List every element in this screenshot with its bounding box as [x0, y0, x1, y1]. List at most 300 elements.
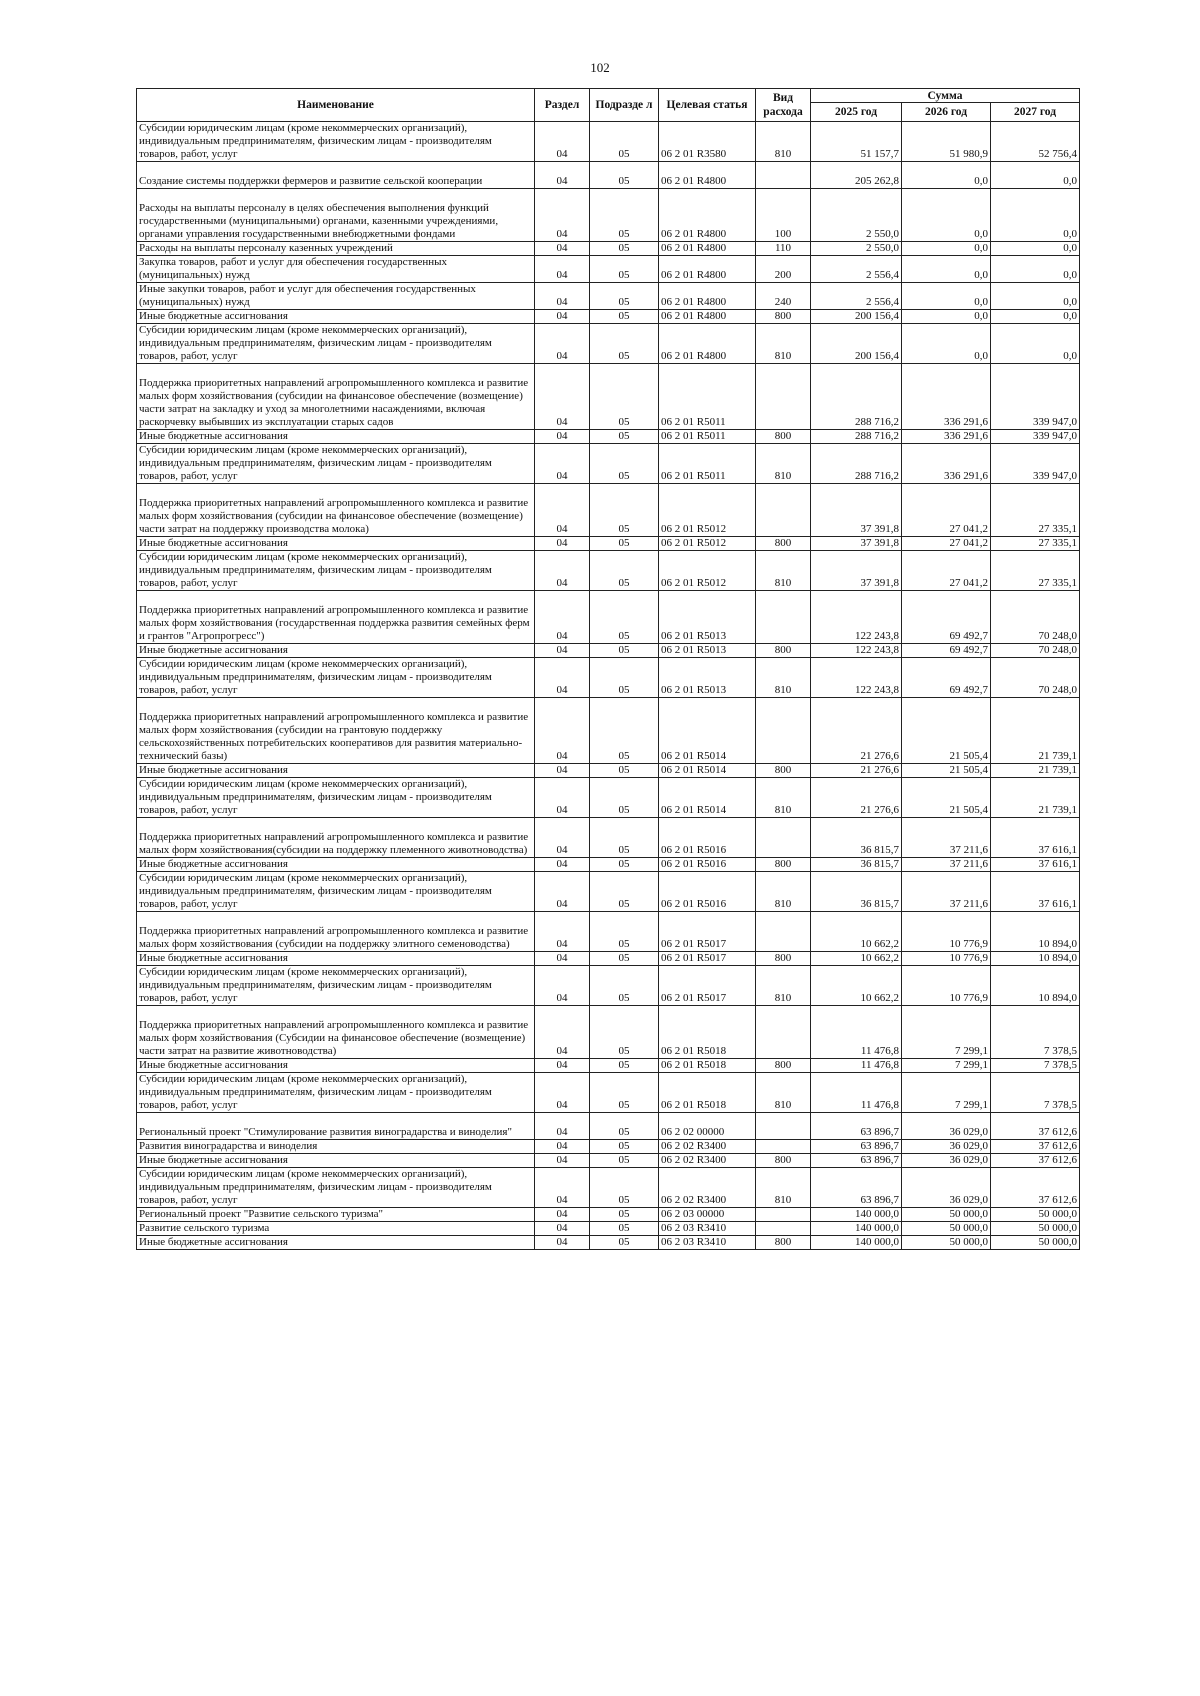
row-razdel-cell: 04 [535, 256, 590, 283]
row-target-article-cell: 06 2 02 R3400 [659, 1154, 756, 1168]
row-sum-2027-cell: 52 756,4 [991, 122, 1080, 162]
header-year-2027: 2027 год [991, 103, 1080, 122]
row-sum-2027-cell: 37 612,6 [991, 1140, 1080, 1154]
row-podrazdel-cell: 05 [590, 283, 659, 310]
row-target-article-cell: 06 2 02 R3400 [659, 1168, 756, 1208]
row-razdel-cell: 04 [535, 283, 590, 310]
row-sum-2026-cell: 0,0 [902, 283, 991, 310]
row-sum-2026-cell: 0,0 [902, 310, 991, 324]
row-target-article-cell: 06 2 01 R5018 [659, 1006, 756, 1059]
row-sum-2026-cell: 50 000,0 [902, 1208, 991, 1222]
row-sum-2026-cell: 10 776,9 [902, 952, 991, 966]
row-name-cell: Субсидии юридическим лицам (кроме некоммерческих организаций), индивидуальным предпринимателям, физическим лицам - производителям товаров, работ, услуг [137, 551, 535, 591]
row-sum-2026-cell: 7 299,1 [902, 1073, 991, 1113]
row-name-cell: Поддержка приоритетных направлений агропромышленного комплекса и развитие малых форм хозяйствования (субсидии на грантовую поддержку сельскохозяйственных потребительских кооперативов для развития материально-технический базы) [137, 698, 535, 764]
row-sum-2026-cell: 10 776,9 [902, 912, 991, 952]
row-expense-type-cell: 810 [756, 1073, 811, 1113]
row-expense-type-cell: 200 [756, 256, 811, 283]
row-razdel-cell: 04 [535, 644, 590, 658]
row-podrazdel-cell: 05 [590, 1006, 659, 1059]
row-name-cell: Поддержка приоритетных направлений агропромышленного комплекса и развитие малых форм хозяйствования (субсидии на финансовое обеспечение (возмещение) части затрат на поддержку производства молока) [137, 484, 535, 537]
row-sum-2027-cell: 339 947,0 [991, 364, 1080, 430]
row-target-article-cell: 06 2 01 R4800 [659, 310, 756, 324]
row-podrazdel-cell: 05 [590, 162, 659, 189]
row-expense-type-cell: 810 [756, 658, 811, 698]
table-row [137, 1222, 1080, 1236]
row-expense-type-cell: 800 [756, 1154, 811, 1168]
row-podrazdel-cell: 05 [590, 966, 659, 1006]
row-razdel-cell: 04 [535, 1168, 590, 1208]
table-row [137, 324, 1080, 364]
row-sum-2026-cell: 37 211,6 [902, 858, 991, 872]
row-sum-2026-cell: 69 492,7 [902, 658, 991, 698]
row-razdel-cell: 04 [535, 912, 590, 952]
row-sum-2026-cell: 21 505,4 [902, 764, 991, 778]
row-sum-2025-cell: 63 896,7 [811, 1113, 902, 1140]
header-year-2026: 2026 год [902, 103, 991, 122]
row-name-cell: Расходы на выплаты персоналу в целях обеспечения выполнения функций государственными (муниципальными) органами, казенными учреждениями, органами управления государственными внебюджетными фондами [137, 189, 535, 242]
row-sum-2026-cell: 50 000,0 [902, 1222, 991, 1236]
row-name-cell: Закупка товаров, работ и услуг для обеспечения государственных (муниципальных) нужд [137, 256, 535, 283]
table-row [137, 966, 1080, 1006]
row-sum-2025-cell: 288 716,2 [811, 444, 902, 484]
row-razdel-cell: 04 [535, 778, 590, 818]
row-razdel-cell: 04 [535, 537, 590, 551]
row-expense-type-cell [756, 1140, 811, 1154]
row-sum-2026-cell: 336 291,6 [902, 444, 991, 484]
row-sum-2025-cell: 2 556,4 [811, 256, 902, 283]
row-name-cell: Иные закупки товаров, работ и услуг для обеспечения государственных (муниципальных) нужд [137, 283, 535, 310]
row-name-cell: Иные бюджетные ассигнования [137, 430, 535, 444]
row-razdel-cell: 04 [535, 242, 590, 256]
table-row [137, 256, 1080, 283]
row-podrazdel-cell: 05 [590, 912, 659, 952]
row-sum-2026-cell: 36 029,0 [902, 1140, 991, 1154]
row-podrazdel-cell: 05 [590, 484, 659, 537]
row-razdel-cell: 04 [535, 818, 590, 858]
row-expense-type-cell: 800 [756, 764, 811, 778]
row-target-article-cell: 06 2 01 R4800 [659, 242, 756, 256]
row-expense-type-cell: 810 [756, 324, 811, 364]
row-podrazdel-cell: 05 [590, 1154, 659, 1168]
row-name-cell: Субсидии юридическим лицам (кроме некоммерческих организаций), индивидуальным предпринимателям, физическим лицам - производителям товаров, работ, услуг [137, 658, 535, 698]
row-sum-2027-cell: 50 000,0 [991, 1236, 1080, 1250]
row-name-cell: Субсидии юридическим лицам (кроме некоммерческих организаций), индивидуальным предпринимателям, физическим лицам - производителям товаров, работ, услуг [137, 872, 535, 912]
row-expense-type-cell: 810 [756, 778, 811, 818]
row-podrazdel-cell: 05 [590, 430, 659, 444]
table-row [137, 551, 1080, 591]
row-sum-2025-cell: 10 662,2 [811, 966, 902, 1006]
table-row [137, 242, 1080, 256]
row-razdel-cell: 04 [535, 591, 590, 644]
row-podrazdel-cell: 05 [590, 764, 659, 778]
row-sum-2026-cell: 37 211,6 [902, 872, 991, 912]
row-name-cell: Поддержка приоритетных направлений агропромышленного комплекса и развитие малых форм хозяйствования (государственная поддержка развития семейных ферм и грантов "Агропрогресс") [137, 591, 535, 644]
row-sum-2025-cell: 140 000,0 [811, 1236, 902, 1250]
row-target-article-cell: 06 2 01 R5016 [659, 818, 756, 858]
table-row [137, 122, 1080, 162]
row-sum-2026-cell: 36 029,0 [902, 1168, 991, 1208]
row-expense-type-cell: 810 [756, 551, 811, 591]
row-target-article-cell: 06 2 02 R3400 [659, 1140, 756, 1154]
table-row [137, 818, 1080, 858]
row-name-cell: Субсидии юридическим лицам (кроме некоммерческих организаций), индивидуальным предпринимателям, физическим лицам - производителям товаров, работ, услуг [137, 1073, 535, 1113]
row-name-cell: Поддержка приоритетных направлений агропромышленного комплекса и развитие малых форм хозяйствования (субсидии на финансовое обеспечение (возмещение) части затрат на закладку и уход за многолетними насаждениями, включая раскорчевку выбывших из эксплуатации старых садов [137, 364, 535, 430]
row-expense-type-cell: 810 [756, 444, 811, 484]
header-year-2025: 2025 год [811, 103, 902, 122]
row-razdel-cell: 04 [535, 310, 590, 324]
header-podrazdel: Подразде л [590, 89, 659, 122]
row-podrazdel-cell: 05 [590, 1140, 659, 1154]
row-razdel-cell: 04 [535, 698, 590, 764]
row-sum-2027-cell: 21 739,1 [991, 698, 1080, 764]
row-sum-2025-cell: 10 662,2 [811, 952, 902, 966]
row-sum-2027-cell: 70 248,0 [991, 591, 1080, 644]
row-podrazdel-cell: 05 [590, 256, 659, 283]
row-target-article-cell: 06 2 01 R5016 [659, 872, 756, 912]
table-row [137, 764, 1080, 778]
row-podrazdel-cell: 05 [590, 778, 659, 818]
row-target-article-cell: 06 2 01 R4800 [659, 189, 756, 242]
row-sum-2025-cell: 2 556,4 [811, 283, 902, 310]
row-sum-2027-cell: 37 616,1 [991, 818, 1080, 858]
row-razdel-cell: 04 [535, 1208, 590, 1222]
row-sum-2027-cell: 7 378,5 [991, 1073, 1080, 1113]
row-razdel-cell: 04 [535, 1222, 590, 1236]
table-row [137, 1073, 1080, 1113]
row-name-cell: Субсидии юридическим лицам (кроме некоммерческих организаций), индивидуальным предпринимателям, физическим лицам - производителям товаров, работ, услуг [137, 324, 535, 364]
row-expense-type-cell [756, 1208, 811, 1222]
row-sum-2026-cell: 0,0 [902, 242, 991, 256]
row-target-article-cell: 06 2 01 R5014 [659, 698, 756, 764]
row-sum-2026-cell: 51 980,9 [902, 122, 991, 162]
row-sum-2025-cell: 36 815,7 [811, 858, 902, 872]
row-podrazdel-cell: 05 [590, 591, 659, 644]
row-name-cell: Субсидии юридическим лицам (кроме некоммерческих организаций), индивидуальным предпринимателям, физическим лицам - производителям товаров, работ, услуг [137, 444, 535, 484]
row-target-article-cell: 06 2 01 R5014 [659, 778, 756, 818]
row-target-article-cell: 06 2 01 R5017 [659, 912, 756, 952]
row-razdel-cell: 04 [535, 872, 590, 912]
table-row [137, 1154, 1080, 1168]
row-razdel-cell: 04 [535, 122, 590, 162]
row-razdel-cell: 04 [535, 1113, 590, 1140]
table-row [137, 872, 1080, 912]
row-razdel-cell: 04 [535, 324, 590, 364]
row-target-article-cell: 06 2 01 R5011 [659, 444, 756, 484]
row-sum-2025-cell: 288 716,2 [811, 430, 902, 444]
row-name-cell: Иные бюджетные ассигнования [137, 537, 535, 551]
row-sum-2027-cell: 10 894,0 [991, 952, 1080, 966]
row-podrazdel-cell: 05 [590, 310, 659, 324]
row-sum-2026-cell: 37 211,6 [902, 818, 991, 858]
row-target-article-cell: 06 2 03 00000 [659, 1208, 756, 1222]
row-sum-2026-cell: 27 041,2 [902, 551, 991, 591]
row-name-cell: Иные бюджетные ассигнования [137, 310, 535, 324]
row-sum-2027-cell: 0,0 [991, 242, 1080, 256]
row-name-cell: Иные бюджетные ассигнования [137, 858, 535, 872]
row-sum-2026-cell: 0,0 [902, 324, 991, 364]
row-sum-2026-cell: 21 505,4 [902, 778, 991, 818]
table-row [137, 1113, 1080, 1140]
row-sum-2026-cell: 0,0 [902, 256, 991, 283]
header-name: Наименование [137, 89, 535, 122]
row-name-cell: Поддержка приоритетных направлений агропромышленного комплекса и развитие малых форм хозяйствования (субсидии на поддержку элитного семеноводства) [137, 912, 535, 952]
table-row [137, 952, 1080, 966]
row-expense-type-cell: 810 [756, 1168, 811, 1208]
row-sum-2027-cell: 50 000,0 [991, 1222, 1080, 1236]
row-podrazdel-cell: 05 [590, 698, 659, 764]
table-row [137, 1006, 1080, 1059]
row-sum-2025-cell: 200 156,4 [811, 310, 902, 324]
table-row [137, 484, 1080, 537]
row-name-cell: Расходы на выплаты персоналу казенных учреждений [137, 242, 535, 256]
header-row-1 [137, 89, 1080, 103]
row-razdel-cell: 04 [535, 658, 590, 698]
table-row [137, 364, 1080, 430]
row-expense-type-cell: 240 [756, 283, 811, 310]
row-target-article-cell: 06 2 01 R5011 [659, 430, 756, 444]
table-row [137, 644, 1080, 658]
row-name-cell: Поддержка приоритетных направлений агропромышленного комплекса и развитие малых форм хозяйствования (Субсидии на финансовое обеспечение (возмещение) части затрат на развитие животноводства) [137, 1006, 535, 1059]
row-podrazdel-cell: 05 [590, 189, 659, 242]
row-name-cell: Иные бюджетные ассигнования [137, 952, 535, 966]
row-sum-2026-cell: 336 291,6 [902, 364, 991, 430]
header-sum: Сумма [811, 89, 1080, 103]
row-podrazdel-cell: 05 [590, 818, 659, 858]
row-name-cell: Иные бюджетные ассигнования [137, 1154, 535, 1168]
row-sum-2027-cell: 0,0 [991, 256, 1080, 283]
row-sum-2026-cell: 10 776,9 [902, 966, 991, 1006]
row-expense-type-cell: 110 [756, 242, 811, 256]
row-name-cell: Поддержка приоритетных направлений агропромышленного комплекса и развитие малых форм хозяйствования(субсидии на поддержку племенного животноводства) [137, 818, 535, 858]
row-name-cell: Иные бюджетные ассигнования [137, 644, 535, 658]
row-name-cell: Субсидии юридическим лицам (кроме некоммерческих организаций), индивидуальным предпринимателям, физическим лицам - производителям товаров, работ, услуг [137, 778, 535, 818]
row-podrazdel-cell: 05 [590, 364, 659, 430]
row-sum-2025-cell: 288 716,2 [811, 364, 902, 430]
table-row [137, 283, 1080, 310]
budget-table [136, 88, 1080, 1250]
row-razdel-cell: 04 [535, 189, 590, 242]
table-row [137, 537, 1080, 551]
row-podrazdel-cell: 05 [590, 122, 659, 162]
row-expense-type-cell [756, 484, 811, 537]
row-name-cell: Региональный проект "Развитие сельского туризма" [137, 1208, 535, 1222]
row-sum-2026-cell: 336 291,6 [902, 430, 991, 444]
table-body [137, 122, 1080, 1250]
row-razdel-cell: 04 [535, 1140, 590, 1154]
row-target-article-cell: 06 2 01 R5012 [659, 484, 756, 537]
row-target-article-cell: 06 2 01 R4800 [659, 162, 756, 189]
row-target-article-cell: 06 2 01 R5013 [659, 658, 756, 698]
header-razdel: Раздел [535, 89, 590, 122]
row-razdel-cell: 04 [535, 1154, 590, 1168]
row-razdel-cell: 04 [535, 364, 590, 430]
row-sum-2025-cell: 21 276,6 [811, 778, 902, 818]
row-target-article-cell: 06 2 01 R5013 [659, 591, 756, 644]
row-sum-2025-cell: 63 896,7 [811, 1154, 902, 1168]
row-expense-type-cell [756, 591, 811, 644]
row-sum-2027-cell: 21 739,1 [991, 764, 1080, 778]
table-row [137, 444, 1080, 484]
row-expense-type-cell [756, 912, 811, 952]
row-sum-2025-cell: 200 156,4 [811, 324, 902, 364]
row-sum-2027-cell: 0,0 [991, 310, 1080, 324]
row-expense-type-cell [756, 364, 811, 430]
table-row [137, 1140, 1080, 1154]
row-target-article-cell: 06 2 01 R3580 [659, 122, 756, 162]
row-sum-2027-cell: 27 335,1 [991, 484, 1080, 537]
row-sum-2025-cell: 2 550,0 [811, 242, 902, 256]
row-sum-2027-cell: 27 335,1 [991, 537, 1080, 551]
row-target-article-cell: 06 2 01 R4800 [659, 324, 756, 364]
row-expense-type-cell: 800 [756, 644, 811, 658]
row-sum-2027-cell: 0,0 [991, 189, 1080, 242]
table-row [137, 1059, 1080, 1073]
row-razdel-cell: 04 [535, 162, 590, 189]
table-row [137, 778, 1080, 818]
row-sum-2026-cell: 36 029,0 [902, 1154, 991, 1168]
row-podrazdel-cell: 05 [590, 444, 659, 484]
row-sum-2027-cell: 37 616,1 [991, 872, 1080, 912]
table-row [137, 310, 1080, 324]
row-sum-2027-cell: 10 894,0 [991, 912, 1080, 952]
row-expense-type-cell: 810 [756, 122, 811, 162]
row-target-article-cell: 06 2 01 R4800 [659, 283, 756, 310]
row-sum-2026-cell: 69 492,7 [902, 644, 991, 658]
row-sum-2027-cell: 10 894,0 [991, 966, 1080, 1006]
row-sum-2025-cell: 36 815,7 [811, 818, 902, 858]
row-expense-type-cell: 100 [756, 189, 811, 242]
row-sum-2026-cell: 27 041,2 [902, 537, 991, 551]
table-row [137, 162, 1080, 189]
row-sum-2027-cell: 7 378,5 [991, 1006, 1080, 1059]
table-row [137, 189, 1080, 242]
row-sum-2027-cell: 37 612,6 [991, 1154, 1080, 1168]
row-sum-2026-cell: 0,0 [902, 162, 991, 189]
table-row [137, 912, 1080, 952]
row-target-article-cell: 06 2 01 R5018 [659, 1059, 756, 1073]
row-razdel-cell: 04 [535, 764, 590, 778]
row-podrazdel-cell: 05 [590, 551, 659, 591]
row-sum-2027-cell: 37 612,6 [991, 1113, 1080, 1140]
row-target-article-cell: 06 2 01 R5017 [659, 966, 756, 1006]
row-target-article-cell: 06 2 01 R5018 [659, 1073, 756, 1113]
row-expense-type-cell: 800 [756, 1236, 811, 1250]
row-sum-2025-cell: 51 157,7 [811, 122, 902, 162]
row-target-article-cell: 06 2 03 R3410 [659, 1222, 756, 1236]
row-sum-2025-cell: 21 276,6 [811, 764, 902, 778]
row-sum-2027-cell: 70 248,0 [991, 658, 1080, 698]
row-target-article-cell: 06 2 01 R5013 [659, 644, 756, 658]
row-target-article-cell: 06 2 01 R4800 [659, 256, 756, 283]
row-podrazdel-cell: 05 [590, 952, 659, 966]
row-sum-2027-cell: 27 335,1 [991, 551, 1080, 591]
row-podrazdel-cell: 05 [590, 1168, 659, 1208]
row-name-cell: Субсидии юридическим лицам (кроме некоммерческих организаций), индивидуальным предпринимателям, физическим лицам - производителям товаров, работ, услуг [137, 122, 535, 162]
row-name-cell: Развитие сельского туризма [137, 1222, 535, 1236]
row-name-cell: Иные бюджетные ассигнования [137, 1059, 535, 1073]
row-razdel-cell: 04 [535, 1073, 590, 1113]
header-expense-type: Вид расхода [756, 89, 811, 122]
row-sum-2026-cell: 69 492,7 [902, 591, 991, 644]
row-razdel-cell: 04 [535, 444, 590, 484]
row-razdel-cell: 04 [535, 1236, 590, 1250]
row-podrazdel-cell: 05 [590, 872, 659, 912]
row-razdel-cell: 04 [535, 430, 590, 444]
row-sum-2027-cell: 339 947,0 [991, 430, 1080, 444]
row-expense-type-cell: 800 [756, 858, 811, 872]
row-target-article-cell: 06 2 01 R5011 [659, 364, 756, 430]
row-podrazdel-cell: 05 [590, 1113, 659, 1140]
row-podrazdel-cell: 05 [590, 1208, 659, 1222]
row-sum-2025-cell: 205 262,8 [811, 162, 902, 189]
row-sum-2025-cell: 11 476,8 [811, 1059, 902, 1073]
row-sum-2026-cell: 0,0 [902, 189, 991, 242]
row-sum-2027-cell: 0,0 [991, 283, 1080, 310]
row-sum-2025-cell: 122 243,8 [811, 658, 902, 698]
row-sum-2025-cell: 11 476,8 [811, 1006, 902, 1059]
row-name-cell: Иные бюджетные ассигнования [137, 1236, 535, 1250]
row-sum-2027-cell: 7 378,5 [991, 1059, 1080, 1073]
table-row [137, 430, 1080, 444]
row-sum-2027-cell: 339 947,0 [991, 444, 1080, 484]
row-razdel-cell: 04 [535, 484, 590, 537]
row-sum-2025-cell: 37 391,8 [811, 537, 902, 551]
row-sum-2025-cell: 122 243,8 [811, 644, 902, 658]
row-target-article-cell: 06 2 02 00000 [659, 1113, 756, 1140]
row-podrazdel-cell: 05 [590, 242, 659, 256]
row-podrazdel-cell: 05 [590, 644, 659, 658]
row-sum-2025-cell: 63 896,7 [811, 1140, 902, 1154]
row-name-cell: Иные бюджетные ассигнования [137, 764, 535, 778]
row-razdel-cell: 04 [535, 1059, 590, 1073]
row-sum-2027-cell: 70 248,0 [991, 644, 1080, 658]
row-expense-type-cell [756, 818, 811, 858]
row-target-article-cell: 06 2 01 R5012 [659, 537, 756, 551]
row-podrazdel-cell: 05 [590, 324, 659, 364]
row-expense-type-cell: 800 [756, 537, 811, 551]
row-sum-2027-cell: 37 616,1 [991, 858, 1080, 872]
row-sum-2025-cell: 11 476,8 [811, 1073, 902, 1113]
row-sum-2027-cell: 0,0 [991, 324, 1080, 364]
row-podrazdel-cell: 05 [590, 858, 659, 872]
row-sum-2025-cell: 140 000,0 [811, 1208, 902, 1222]
row-sum-2025-cell: 140 000,0 [811, 1222, 902, 1236]
row-sum-2027-cell: 37 612,6 [991, 1168, 1080, 1208]
row-target-article-cell: 06 2 03 R3410 [659, 1236, 756, 1250]
row-expense-type-cell: 810 [756, 966, 811, 1006]
row-podrazdel-cell: 05 [590, 1073, 659, 1113]
row-razdel-cell: 04 [535, 1006, 590, 1059]
row-podrazdel-cell: 05 [590, 537, 659, 551]
row-expense-type-cell: 810 [756, 872, 811, 912]
row-sum-2025-cell: 37 391,8 [811, 484, 902, 537]
row-sum-2027-cell: 50 000,0 [991, 1208, 1080, 1222]
row-expense-type-cell: 800 [756, 430, 811, 444]
row-expense-type-cell: 800 [756, 1059, 811, 1073]
row-sum-2025-cell: 63 896,7 [811, 1168, 902, 1208]
row-sum-2026-cell: 36 029,0 [902, 1113, 991, 1140]
row-sum-2026-cell: 50 000,0 [902, 1236, 991, 1250]
row-sum-2025-cell: 21 276,6 [811, 698, 902, 764]
row-name-cell: Субсидии юридическим лицам (кроме некоммерческих организаций), индивидуальным предпринимателям, физическим лицам - производителям товаров, работ, услуг [137, 1168, 535, 1208]
row-sum-2027-cell: 21 739,1 [991, 778, 1080, 818]
row-podrazdel-cell: 05 [590, 658, 659, 698]
row-sum-2025-cell: 37 391,8 [811, 551, 902, 591]
row-name-cell: Создание системы поддержки фермеров и развитие сельской кооперации [137, 162, 535, 189]
table-row [137, 858, 1080, 872]
row-razdel-cell: 04 [535, 966, 590, 1006]
